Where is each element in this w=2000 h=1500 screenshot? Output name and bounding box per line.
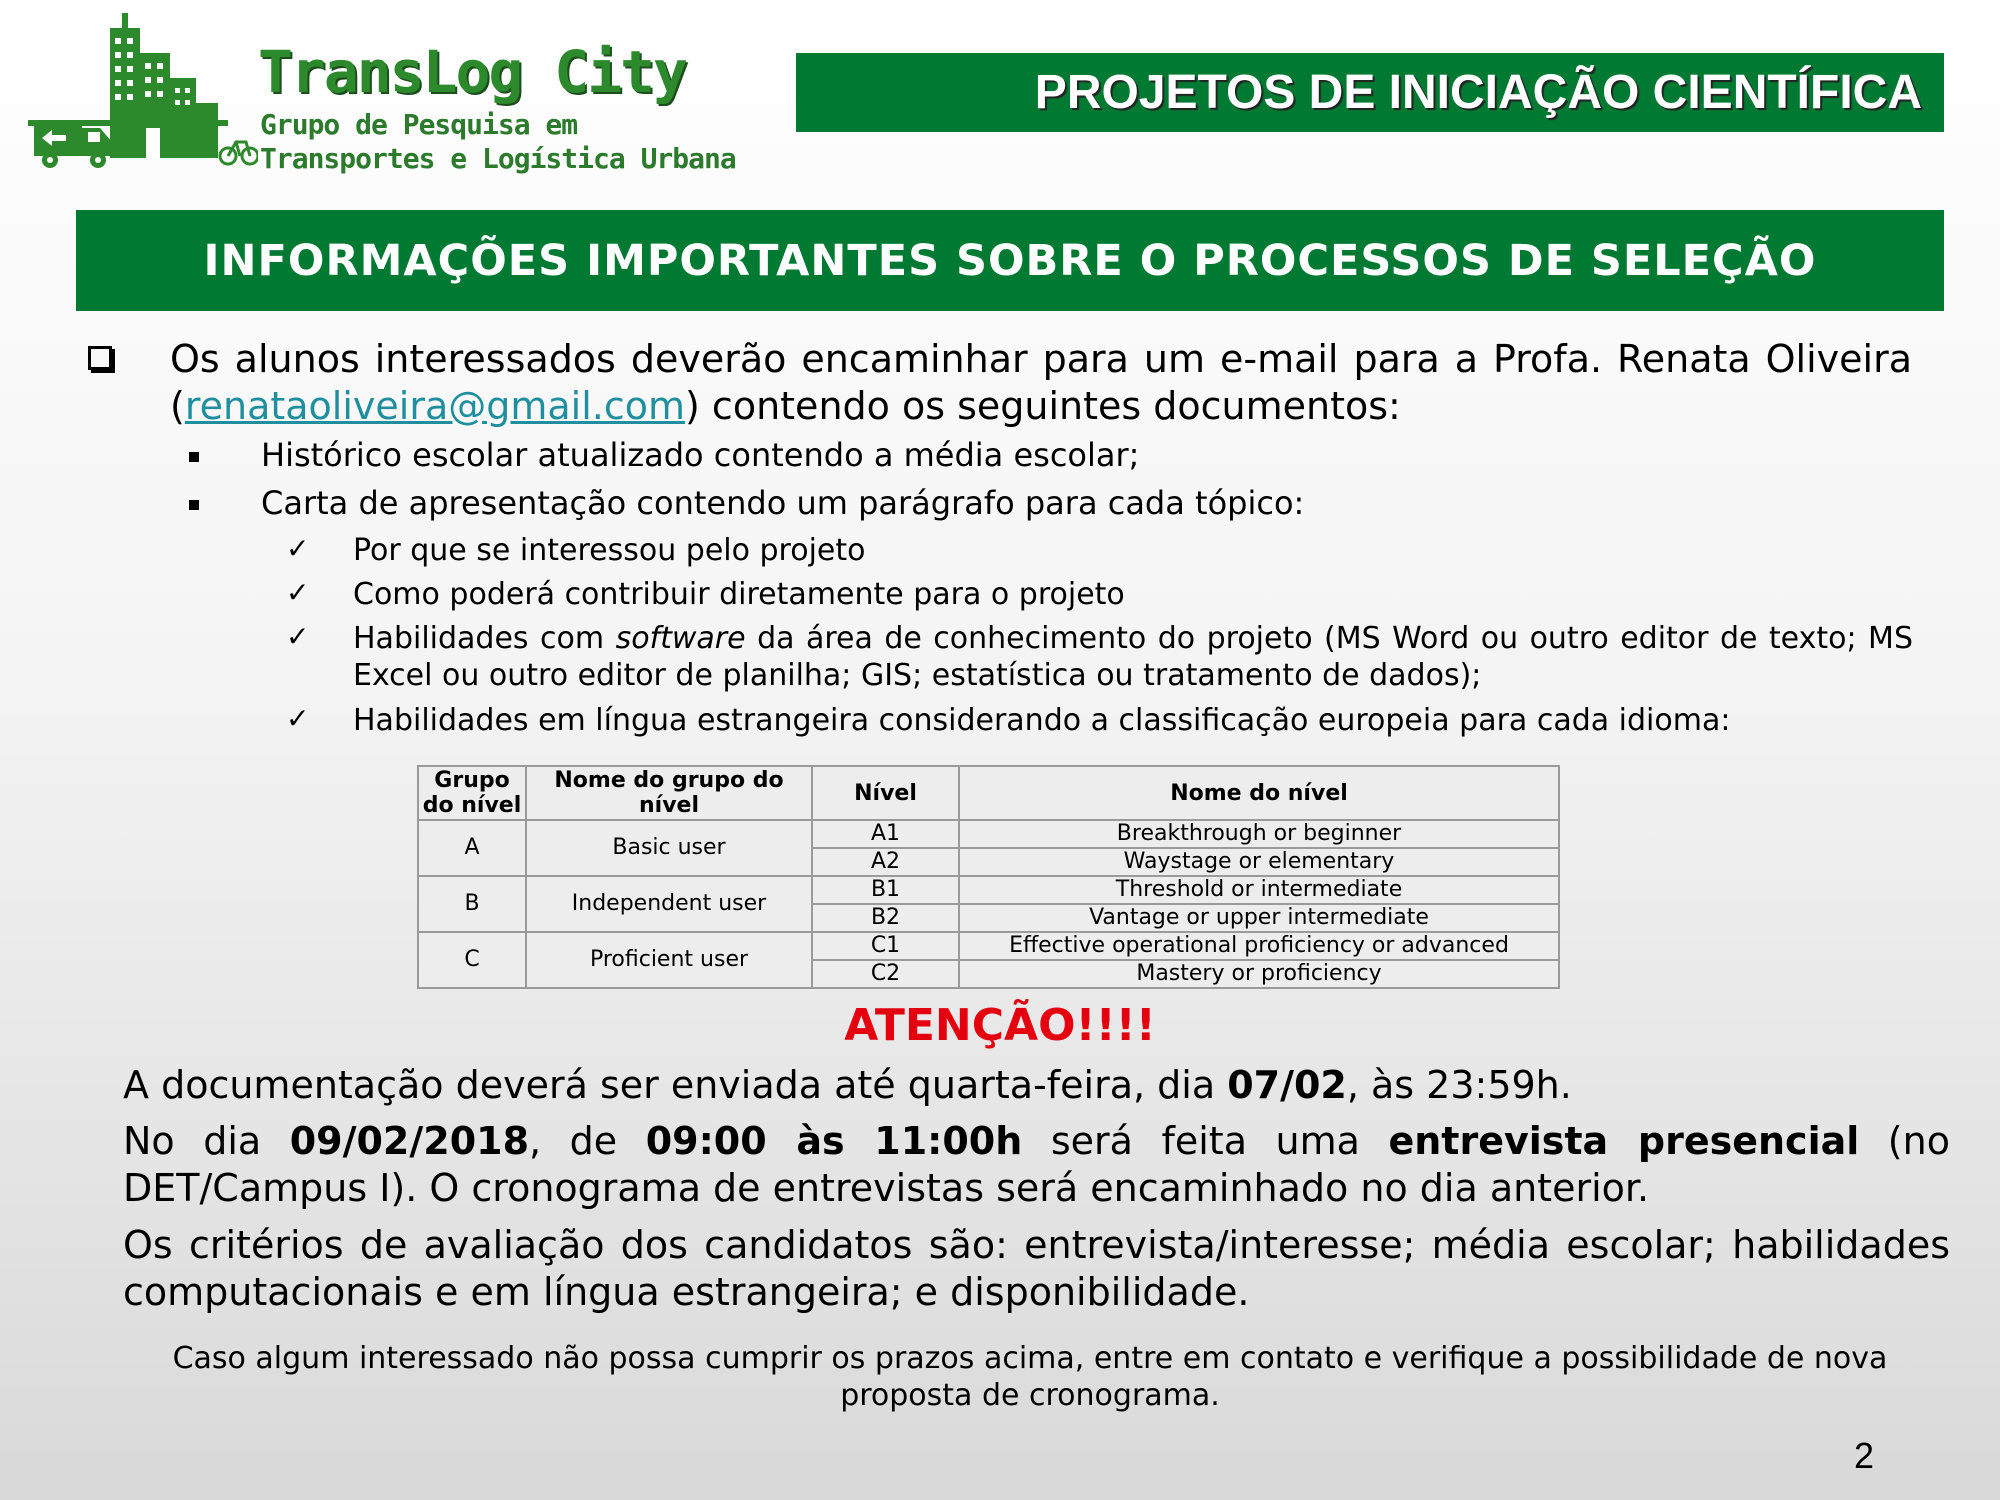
interview-paragraph — [123, 1118, 1950, 1212]
check-icon: ✓ — [286, 620, 310, 653]
paragraph-text: será feita uma — [1022, 1119, 1389, 1163]
deadline-date: 07/02 — [1227, 1063, 1347, 1107]
attention-title: ATENÇÃO!!!! — [844, 1000, 1156, 1051]
list-item-topic: Por que se interessou pelo projeto — [353, 533, 866, 568]
level-cell: A2 — [812, 848, 959, 876]
list-item-document: Histórico escolar atualizado contendo a média escolar; — [261, 436, 1140, 474]
level-cell: C2 — [812, 960, 959, 988]
table-row — [418, 820, 1559, 848]
list-item-document: Carta de apresentação contendo um parágrafo para cada tópico: — [261, 484, 1305, 522]
group-cell: B — [418, 876, 526, 932]
check-icon: ✓ — [286, 532, 310, 565]
intro-text-after: ) contendo os seguintes documentos: — [685, 384, 1401, 428]
list-item-topic: Como poderá contribuir diretamente para o projeto — [353, 577, 1125, 612]
page-number: 2 — [1854, 1435, 1875, 1476]
list-item-topic — [353, 620, 1913, 694]
group-name-cell: Independent user — [526, 876, 812, 932]
table-header-cell: Grupo do nível — [418, 766, 526, 820]
check-icon: ✓ — [286, 702, 310, 735]
paragraph-text: , às 23:59h. — [1346, 1063, 1572, 1107]
header-banner: PROJETOS DE INICIAÇÃO CIENTÍFICA — [796, 53, 1944, 132]
level-name-cell: Waystage or elementary — [959, 848, 1559, 876]
table-header-cell: Nome do nível — [959, 766, 1559, 820]
table-row — [418, 932, 1559, 960]
criteria-paragraph: Os critérios de avaliação dos candidatos são: entrevista/interesse; média escolar; habilidades computacionais e em língua estrangeira; e disponibilidade. — [123, 1223, 1950, 1314]
square-bullet-icon — [189, 452, 199, 462]
logo — [28, 8, 768, 178]
group-name-cell: Basic user — [526, 820, 812, 876]
topic-text: Habilidades com — [353, 621, 616, 656]
email-link[interactable]: renataoliveira@gmail.com — [184, 384, 686, 428]
level-cell: B2 — [812, 904, 959, 932]
topic-italic-text: software — [615, 621, 746, 656]
interview-time: 09:00 às 11:00h — [645, 1119, 1023, 1163]
interview-date: 09/02/2018 — [289, 1119, 530, 1163]
section-title: INFORMAÇÕES IMPORTANTES SOBRE O PROCESSOS DE SELEÇÃO — [76, 210, 1944, 311]
square-bullet-icon — [189, 500, 199, 510]
logo-subtitle-line2: Transportes e Logística Urbana — [260, 142, 736, 175]
intro-paragraph — [170, 336, 1912, 430]
interview-type: entrevista presencial — [1388, 1119, 1860, 1163]
table-row — [418, 876, 1559, 904]
level-name-cell: Threshold or intermediate — [959, 876, 1559, 904]
level-name-cell: Vantage or upper intermediate — [959, 904, 1559, 932]
deadline-paragraph — [123, 1062, 1950, 1109]
paragraph-text: A documentação deverá ser enviada até quarta-feira, dia — [123, 1063, 1228, 1107]
city-logo-icon — [28, 8, 258, 178]
level-name-cell: Breakthrough or beginner — [959, 820, 1559, 848]
group-name-cell: Proficient user — [526, 932, 812, 988]
level-name-cell: Mastery or proficiency — [959, 960, 1559, 988]
paragraph-text: (no DET/Campus I). O cronograma de entrevistas será encaminhado no dia anterior. — [123, 1119, 1950, 1210]
list-item-topic: Habilidades em língua estrangeira considerando a classificação europeia para cada idioma: — [353, 703, 1731, 738]
footnote: Caso algum interessado não possa cumprir os prazos acima, entre em contato e verifique a possibilidade de nova proposta de cronograma. — [172, 1341, 1888, 1413]
group-cell: C — [418, 932, 526, 988]
level-cell: B1 — [812, 876, 959, 904]
logo-title: TransLog City — [258, 38, 686, 106]
level-cell: C1 — [812, 932, 959, 960]
language-levels-table — [417, 765, 1560, 989]
paragraph-text: , de — [529, 1119, 646, 1163]
table-header-cell: Nível — [812, 766, 959, 820]
checkbox-bullet-icon — [88, 346, 112, 370]
intro-text-before: Os alunos interessados deverão encaminhar para um e-mail para a Profa. Renata Oliveira ( — [170, 337, 1912, 428]
level-name-cell: Effective operational proficiency or advanced — [959, 932, 1559, 960]
table-header-row — [418, 766, 1559, 820]
paragraph-text: No dia — [123, 1119, 290, 1163]
group-cell: A — [418, 820, 526, 876]
logo-subtitle-line1: Grupo de Pesquisa em — [260, 108, 578, 141]
table-header-cell: Nome do grupo do nível — [526, 766, 812, 820]
topic-text: da área de conhecimento do projeto (MS Word ou outro editor de texto; MS Excel ou outro editor de planilha; GIS; estatística ou tratamento de dados); — [353, 621, 1913, 693]
level-cell: A1 — [812, 820, 959, 848]
check-icon: ✓ — [286, 576, 310, 609]
